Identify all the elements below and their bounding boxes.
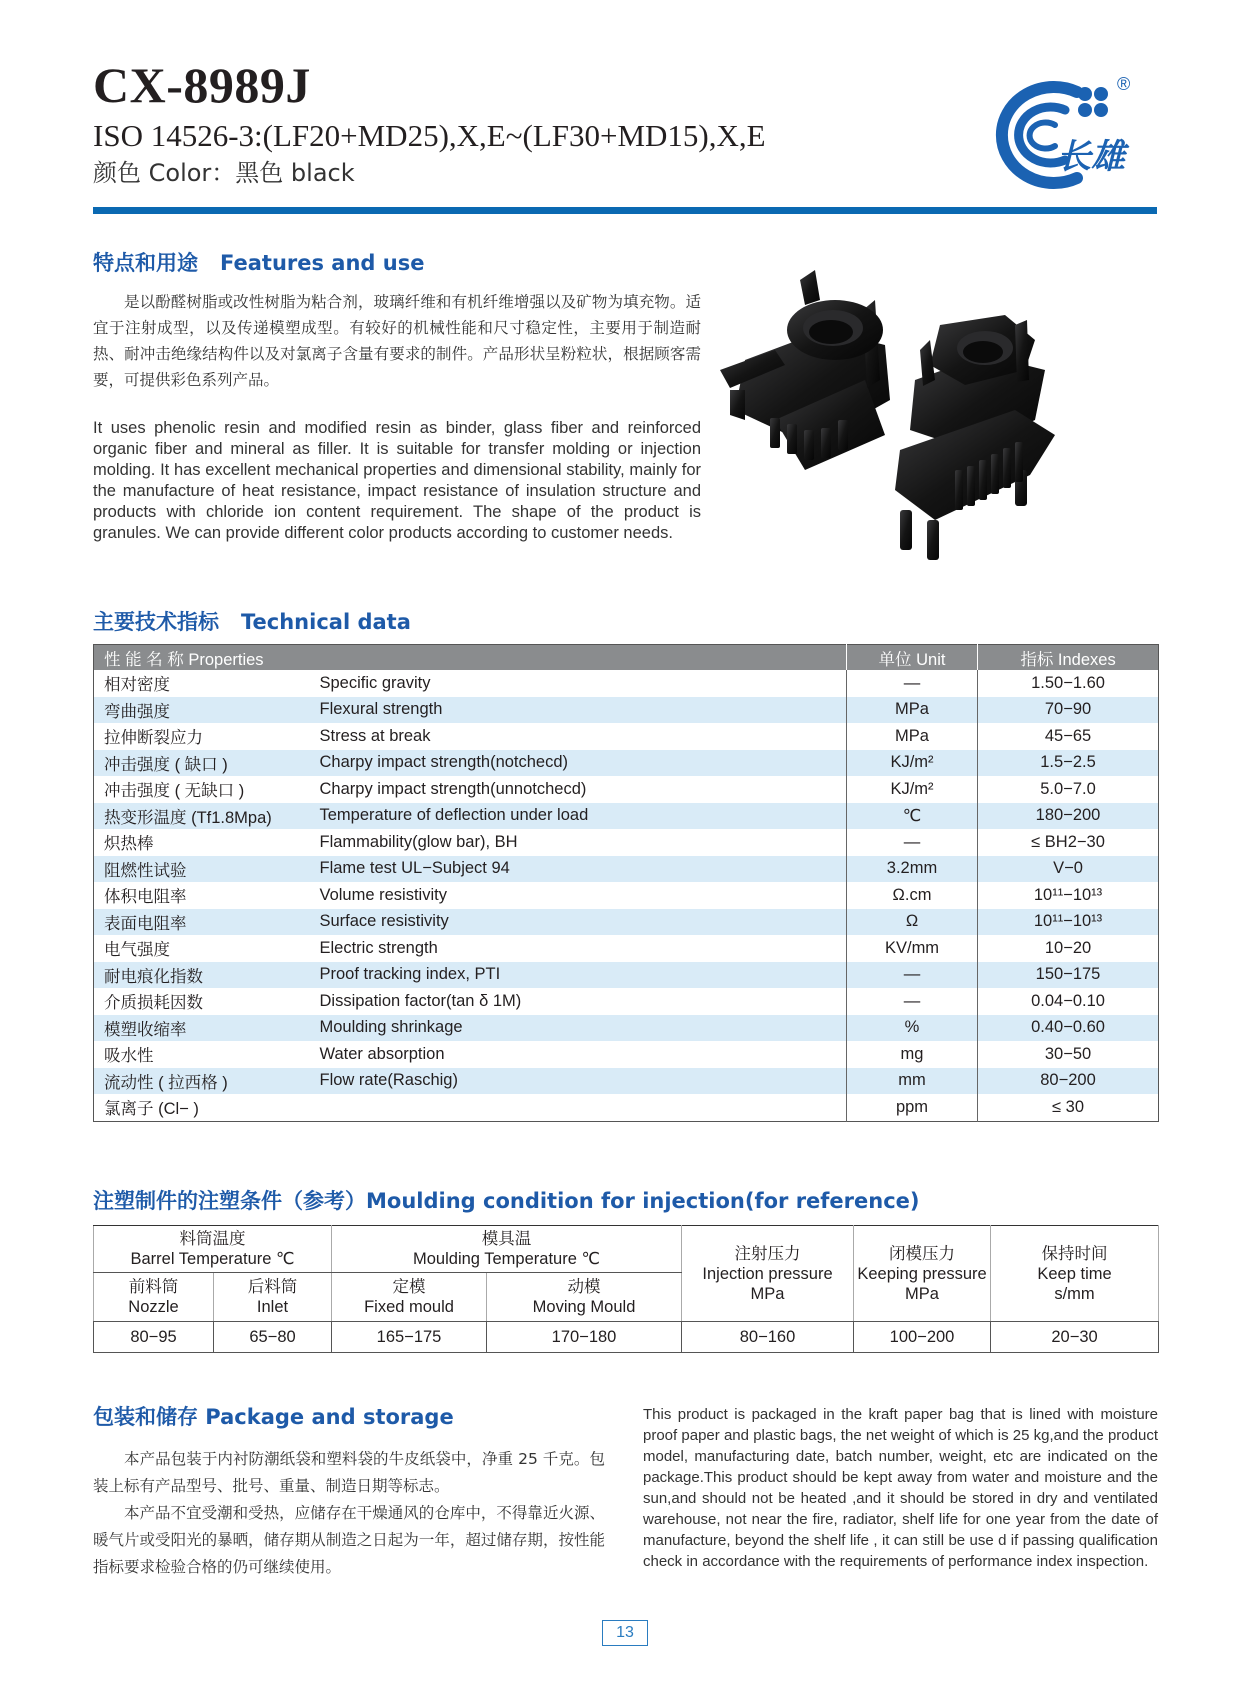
index-cell: 80−200 bbox=[978, 1068, 1159, 1095]
header-divider bbox=[93, 207, 1157, 214]
property-cn: 体积电阻率 bbox=[104, 888, 187, 907]
index-cell: 10¹¹−10¹³ bbox=[978, 909, 1159, 936]
property-cn: 模塑收缩率 bbox=[94, 1015, 320, 1042]
table-row bbox=[94, 723, 1159, 750]
property-cn: 氯离子 (Cl− ) bbox=[104, 1100, 199, 1119]
injection-pressure-value: 80−160 bbox=[682, 1322, 854, 1353]
fixed-mould-value: 165−175 bbox=[332, 1322, 487, 1353]
index-cell: 1.50−1.60 bbox=[978, 670, 1159, 697]
unit-cell: Ω.cm bbox=[847, 882, 978, 909]
features-description-cn: 是以酚醛树脂或改性树脂为粘合剂，玻璃纤维和有机纤维增强以及矿物为填充物。适宜于注射成型，以及传递模塑成型。有较好的机械性能和尺寸稳定性，主要用于制造耐热、耐冲击绝缘结构件以及对氯离子含量有要求的制件。产品形状呈粉粒状，根据顾客需要，可提供彩色系列产品。 bbox=[93, 293, 701, 389]
property-en bbox=[320, 1094, 847, 1121]
inlet-header: 后料筒 Inlet bbox=[214, 1273, 332, 1322]
property-en: Charpy impact strength(notchecd) bbox=[320, 750, 847, 777]
property-cn: 耐电痕化指数 bbox=[94, 962, 320, 989]
index-cell: 10−20 bbox=[978, 935, 1159, 962]
unit-cell: mm bbox=[847, 1068, 978, 1095]
property-en: Volume resistivity bbox=[319, 885, 447, 904]
property-cn: 冲击强度 ( 缺口 ) bbox=[94, 750, 320, 777]
features-title-en: Features and use bbox=[220, 251, 425, 275]
table-row bbox=[94, 776, 1159, 803]
unit-cell: — bbox=[847, 988, 978, 1015]
property-cn: 电气强度 bbox=[104, 941, 170, 960]
table-row bbox=[94, 829, 1159, 856]
nozzle-value: 80−95 bbox=[94, 1322, 214, 1353]
keeping-pressure-header: 闭模压力 Keeping pressure MPa bbox=[854, 1226, 991, 1322]
company-logo bbox=[985, 70, 1165, 190]
table-row bbox=[94, 803, 1159, 830]
index-cell: V−0 bbox=[978, 856, 1159, 883]
technical-header-row bbox=[94, 645, 1159, 671]
property-cn: 拉伸断裂应力 bbox=[104, 729, 203, 748]
property-cn: 炽热棒 bbox=[104, 835, 154, 854]
nozzle-header: 前料筒 Nozzle bbox=[94, 1273, 214, 1322]
unit-cell: MPa bbox=[847, 697, 978, 724]
property-cn: 表面电阻率 bbox=[94, 909, 320, 936]
technical-title-cn: 主要技术指标 bbox=[93, 610, 219, 634]
keep-time-value: 20−30 bbox=[991, 1322, 1159, 1353]
property-cn: 冲击强度 ( 无缺口 ) bbox=[104, 782, 245, 801]
property-en: Temperature of deflection under load bbox=[320, 803, 847, 830]
product-model-title: CX-8989J bbox=[93, 57, 311, 113]
table-row bbox=[94, 750, 1159, 777]
property-cn: 介质损耗因数 bbox=[104, 994, 203, 1013]
property-en: Electric strength bbox=[319, 938, 438, 957]
index-cell: ≤ BH2−30 bbox=[978, 829, 1159, 856]
table-row bbox=[94, 1068, 1159, 1095]
unit-cell: — bbox=[847, 670, 978, 697]
technical-data-table bbox=[93, 644, 1159, 1122]
index-cell: 5.0−7.0 bbox=[978, 776, 1159, 803]
inlet-value: 65−80 bbox=[214, 1322, 332, 1353]
property-en: Flame test UL−Subject 94 bbox=[320, 856, 847, 883]
property-en: Dissipation factor(tan δ 1M) bbox=[319, 991, 522, 1010]
index-cell: 45−65 bbox=[978, 723, 1159, 750]
index-cell: ≤ 30 bbox=[978, 1094, 1159, 1121]
property-en: Moulding shrinkage bbox=[320, 1015, 847, 1042]
unit-cell: MPa bbox=[847, 723, 978, 750]
unit-cell: — bbox=[847, 962, 978, 989]
unit-cell: % bbox=[847, 1015, 978, 1042]
index-cell: 0.04−0.10 bbox=[978, 988, 1159, 1015]
table-row bbox=[94, 1015, 1159, 1042]
iso-classification: ISO 14526-3:(LF20+MD25),X,E~(LF30+MD15),X,E bbox=[93, 118, 766, 153]
keeping-pressure-value: 100−200 bbox=[854, 1322, 991, 1353]
index-cell: 150−175 bbox=[978, 962, 1159, 989]
moulding-condition-table bbox=[93, 1225, 1159, 1353]
table-row bbox=[94, 1041, 1159, 1068]
logo-registered-mark: ® bbox=[1117, 74, 1131, 94]
keep-time-header: 保持时间 Keep time s/mm bbox=[991, 1226, 1159, 1322]
property-cn: 流动性 ( 拉西格 ) bbox=[94, 1068, 320, 1095]
table-row bbox=[94, 670, 1159, 697]
unit-cell: 3.2mm bbox=[847, 856, 978, 883]
unit-cell: ℃ bbox=[847, 803, 978, 830]
table-row bbox=[94, 935, 1159, 962]
property-en: Charpy impact strength(unnotchecd) bbox=[319, 779, 587, 798]
page-number: 13 bbox=[602, 1620, 648, 1646]
property-en: Proof tracking index, PTI bbox=[320, 962, 847, 989]
header-properties: 性 能 名 称 Properties bbox=[94, 645, 847, 671]
unit-cell: KJ/m² bbox=[847, 750, 978, 777]
package-cn-paragraph-2: 本产品不宜受潮和受热，应储存在干燥通风的仓库中，不得靠近火源、暖气片或受阳光的暴晒，储存期从制造之日起为一年，超过储存期，按性能指标要求检验合格的仍可继续使用。 bbox=[93, 1504, 605, 1576]
moving-mould-value: 170−180 bbox=[487, 1322, 682, 1353]
header-unit: 单位 Unit bbox=[847, 645, 978, 671]
table-row bbox=[94, 909, 1159, 936]
technical-section-title bbox=[93, 609, 411, 635]
unit-cell: — bbox=[847, 829, 978, 856]
property-cn: 热变形温度 (Tf1.8Mpa) bbox=[94, 803, 320, 830]
package-description-cn bbox=[93, 1446, 605, 1581]
product-photo bbox=[715, 270, 1185, 570]
index-cell: 10¹¹−10¹³ bbox=[978, 882, 1159, 909]
table-row bbox=[94, 988, 1159, 1015]
moulding-temperature-header: 模具温 Moulding Temperature ℃ bbox=[332, 1226, 682, 1273]
features-description-en: It uses phenolic resin and modified resin as binder, glass fiber and reinforced organic fiber and mineral as filler. It is suitable for transfer molding or injection molding. It has excellent mechanical properties and dimensional stability, mainly for the manufacture of heat resistance, impact resistance of insulation structure and products with chloride ion content requirement. The shape of the product is granules. We can provide different color products according to customer needs. bbox=[93, 419, 701, 542]
table-row bbox=[94, 1094, 1159, 1121]
index-cell: 1.5−2.5 bbox=[978, 750, 1159, 777]
logo-text: 长雄 bbox=[1057, 137, 1125, 177]
package-section-title: 包装和储存 Package and storage bbox=[93, 1405, 454, 1429]
property-en: Surface resistivity bbox=[320, 909, 847, 936]
unit-cell: Ω bbox=[847, 909, 978, 936]
unit-cell: KV/mm bbox=[847, 935, 978, 962]
moulding-section-title: 注塑制件的注塑条件（参考）Moulding condition for injection(for reference) bbox=[93, 1189, 920, 1213]
property-cn: 吸水性 bbox=[104, 1047, 154, 1066]
table-row bbox=[94, 962, 1159, 989]
fixed-mould-header: 定模 Fixed mould bbox=[332, 1273, 487, 1322]
technical-title-en: Technical data bbox=[241, 610, 411, 634]
package-cn-paragraph-1: 本产品包装于内衬防潮纸袋和塑料袋的牛皮纸袋中，净重 25 千克。包装上标有产品型号、批号、重量、制造日期等标志。 bbox=[93, 1450, 605, 1495]
moving-mould-header: 动模 Moving Mould bbox=[487, 1273, 682, 1322]
bobbin-left-image bbox=[720, 270, 890, 470]
package-description-en: This product is packaged in the kraft paper bag that is lined with moisture proof paper and plastic bags, the net weight of which is 25 kg,and the product model, manufacturing date, batch number, weight, etc are indicated on the package.This product should be kept away from water and moisture and the sun,and should not be heated ,and it should be stored in dry and ventilated warehouse, not near the fire, radiator, shelf life for one year from the date of manufacture, beyond the shelf life , it can still be use d if passing qualification check in accordance with the requirements of performance index inspection. bbox=[643, 1406, 1158, 1570]
property-en: Flow rate(Raschig) bbox=[320, 1068, 847, 1095]
injection-pressure-header: 注射压力 Injection pressure MPa bbox=[682, 1226, 854, 1322]
moulding-value-row bbox=[94, 1322, 1159, 1353]
product-color: 颜色 Color：黑色 black bbox=[93, 159, 355, 187]
features-title-cn: 特点和用途 bbox=[93, 251, 198, 275]
index-cell: 0.40−0.60 bbox=[978, 1015, 1159, 1042]
property-en: Stress at break bbox=[319, 726, 431, 745]
table-row bbox=[94, 697, 1159, 724]
property-en: Flexural strength bbox=[320, 697, 847, 724]
property-cn: 弯曲强度 bbox=[94, 697, 320, 724]
moulding-header-row-1 bbox=[94, 1226, 1159, 1273]
index-cell: 70−90 bbox=[978, 697, 1159, 724]
property-en: Water absorption bbox=[319, 1044, 445, 1063]
unit-cell: ppm bbox=[847, 1094, 978, 1121]
barrel-temperature-header: 料筒温度 Barrel Temperature ℃ bbox=[94, 1226, 332, 1273]
table-row bbox=[94, 856, 1159, 883]
unit-cell: KJ/m² bbox=[847, 776, 978, 803]
property-en: Flammability(glow bar), BH bbox=[319, 832, 518, 851]
property-cn: 阻燃性试验 bbox=[94, 856, 320, 883]
table-row bbox=[94, 882, 1159, 909]
property-en: Specific gravity bbox=[319, 673, 431, 692]
index-cell: 180−200 bbox=[978, 803, 1159, 830]
features-section-title bbox=[93, 250, 424, 276]
property-cn: 相对密度 bbox=[104, 676, 170, 695]
unit-cell: mg bbox=[847, 1041, 978, 1068]
header-indexes: 指标 Indexes bbox=[978, 645, 1159, 671]
index-cell: 30−50 bbox=[978, 1041, 1159, 1068]
